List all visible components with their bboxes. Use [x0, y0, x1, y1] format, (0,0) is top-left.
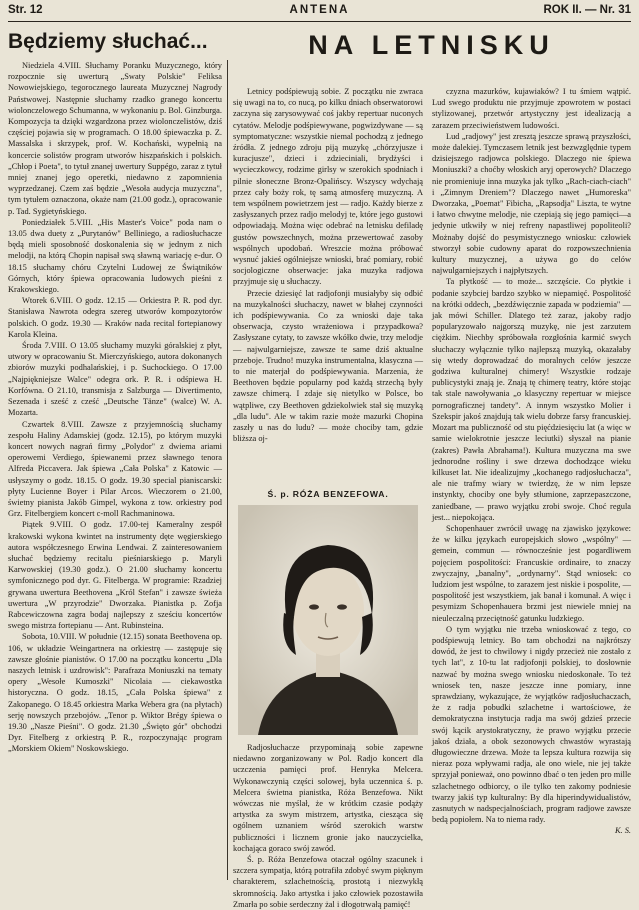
article-column-right: [432, 86, 631, 882]
paragraph-monday: Poniedziałek 5.VIII. „His Master's Voice" poda nam o 13.05 dwa duety z „Purytanów" Belliniego, a radiosłuchacze będą mieli sposobność doskonalenia się w jednym z nich melodji, na którą Chopin napisał swą sławną wariację e-dur. O 18.15 słuchamy chóru Czytelni Ludowej ze Świątników Górnych, który śpiewa opracowania ludowych pieśni z Krakowskiego.: [8, 217, 222, 295]
paragraph-sunday: Niedziela 4.VIII. Słuchamy Poranku Muzycznego, który rozpocznie się uwerturą „Swaty Polskie" Feliksa Nowowiejskiego, tegorocznego laureata Muzycznej Nagrody Państwowej. Następnie słuchamy rzadko granego koncertu wiolonczelowego Schumanna, w wykonaniu p. Bol. Ginzburga. Kompozycja ta dzięki wzgardzona przez wiolonczelistów, dziś częściej pojawia się w programach. O 18.00 śpiewaczka p. Z. Massalska i skrzypek, prof. W. Kochański, wypełnią na koncercie solistów program utworów hiszpańskich i polskich. „Chłop i Poeta", to tytuł znanej uwertury Suppégo, zaraz z tytuł mniej znanej jego operetki, niedawno z zapomnienia wyprzedzanej. Czem zaś będzie „Wesoła audycja muzyczna", tym tytułem oznaczona, okaże nam (21.00 godz.), opracowanie p. Tad. Sygietyńskiego.: [8, 61, 222, 216]
obituary-paragraph: Ś. p. Róża Benzefowa otaczał ogólny szacunek i szczera sympatja, którą potrafiła zdobyć swym pięknym charakterem, szlachetnością, prostotą i niezwykłą skromnością. Jako artystka i jako człowiek pozostawiła Zmarła po sobie serdeczny żal i dłogotrwałą pamięć!: [233, 855, 423, 909]
article-paragraph: Schopenhauer zwrócił uwagę na zjawisko językowe: że w kilku językach europejskich słowo „wspólny" — gemein, commun — równocześnie jest pogardliwem pojęciem pospolitości: Francuskie ordinaire, to znaczy zwyczajny, „banalny", „ordynarny". Stąd wniosek: co ludziom jest wspólne, to zarazem jest niskie i pospolite, — pospolitość jest wszystkiem, jak banał i komunał. A więc i pesymizm Schopenhauera brzmi jest niewiele mniej na nieuleczalną przeciętność gatunku ludzkiego.: [432, 523, 631, 623]
obituary-column: [233, 742, 423, 909]
paragraph-saturday: Sobota, 10.VIII. W południe (12.15) sonata Beethovena op. 106, w układzie Weingartnera na orkiestrę — zastępuje się zawsze głośnie pianistów. O 17.00 na początku koncertu „Dla naszych letnisk i uzdrowisk": Parafraza Moniuszki na tematy opery „Wesołe Kumoszki" Nicolaia — ciekawostka historyczna. O godz. 18.15, „Cała Polska śpiewa" z Zakopanego. O 18.45 orkiestra Marka Webera gra (na płytach) serję nowszych przebojów. „Tenor p. Wiktor Brégy śpiewa o 19.30 „Nasze Pieśni". O godz. 21.30 „Święto gór" obchodzi Dyr. Fitelberg z orkiestrą P. R., rozpoczynając program „Morskiem Okiem" Noskowskiego.: [8, 632, 222, 754]
obituary-paragraph: Radjosłuchacze przypominają sobie zapewne niedawno zorganizowany w Pol. Radjo koncert dla uczczenia pamięci prof. Henryka Melcera. Wykonawczynią części solowej, była uczennica ś. p. Melcera świetna pianistka, Róża Benzefowa. Nikt wówczas nie myślał, że w krótkim czasie podąży artystka za swym mistrzem, artystka, ciesząca się ogólnem uznaniem wśród szerokich warstw publiczności i licznem gronie jako nauczycielka, kochająca goraco swój zawód.: [233, 743, 423, 853]
paragraph-thursday: Czwartek 8.VIII. Zawsze z przyjemnością słuchamy zespołu Haliny Adamskiej (godz. 12.15), po którym muzyki koncert nowych nagrań firmy „Polydor" z dwiema ariami operowemi Verdiego, śpiewanemi przez sławnego tenora Alfreda Piccavera. Jak śpiewa „Cała Polska" z Katowic — usłyszymy o godz. 18.15. O godz. 19.30 special pianiscarski: płyty Lucienne Boyer i Pilar Arcos. Wieczorem o 21.00, świetny pianista Jakób Gimpel, wykona z tow. orkiestry pod Grz. Fitelbergiem koncert c-moll Rachmaninowa.: [8, 419, 222, 519]
header-rule: [8, 21, 631, 22]
article-paragraph: Lud „radjowy" jest zresztą jeszcze sprawą przyszłości, może dalekiej. Tymczasem letnik jest bezwzględnie typem dzisiejszego radjowca polskiego. Dlaczego nie śpiewa Moniuszki? a choćby włoskich aryj operowych? Dlaczego nie promieniuje inna muzyka jak tylko „Rach-ciach-ciach" i „Zimnym Dreniem"? Dlaczego nawet „Humoreska" Dworzaka, „Poemat" Fibicha, „Rapsodja" Liszta, te wytne i łatwo chwytne melodje, nie czepiają się jego pamięci—a jedynie utkwiły w niej refreny napastliwej popoliteoli? Możnaby dojść do pesymistycznego wniosku: człowiek stworzył sobie cudowny aparat do rozpowszechnienia kultury muzycznej, a używa go do celów najwulgarniejszych i najpłytszych.: [432, 131, 631, 276]
program-heading: Będziemy słuchać...: [8, 30, 208, 53]
article-title: NA LETNISKU: [308, 30, 555, 60]
radio-program-column: [8, 60, 222, 880]
article-paragraph: Przecie dziesięć lat radjofonji musiałyby się odbić na muzykalności słuchaczy, nawet w błahej czynności ich podśpiewywania. Co za wnioski daje taka obserwacja, czysto wrażeniowa i przypadkowa? Zasłyszane cytaty, to zawsze wkółko dwie, trzy melodje — najwulgarniejsze, zawsze te same dziś aktualne przeboje. Trudno! muzyka instrumentalna, klasyczna — to nie materjał do podśpiewywania. Marzenia, że Beethoven będzie popularny pod każdą strzechą były zawsze chimerą. I zdaje się nietylko w Polsce, bo wątpliwe, czy Beethoven gdziekolwiek stał się muzyką „dla ludu". Ale w takim razie może mazurki Chopina zaszły u nas do ludu? — może chociby tam, gdzie bliższa oj-: [233, 288, 423, 444]
article-paragraph: O tym wyjątku nie trzeba wnioskować z tego, co podśpiewują letnicy. Bo tam obchodzi na najkrótszy dowód, że jest to chwilowy i nigdy przecież nie zostało z tych lat", z 10-tu lat radjofonji polskiej, to dosłownie nazwać by można swego wniosku niedoskonałe. To też wniosek ten, nasze jeszcze inne pomiary, inne sprawdziany, wykazujące, że wyjątków radjosłuchaczach, że z radja pobudki szlachetne i wartościowe, że demokratyczna instytucja radja ma swój gdzieś przecie swój kącik arystokratyczny, że prawo wyjątku przecie jakoś działa, a obok sezonowych chwastów wyrastają długowieczne drzewa. Może ta lepsza kultura rozwija się nieraz poza wpływami radja, ale ono wiele, nie jej także sprzyjał ponieważ, ono powinno dbać o ten jeden pro mille szlachetnego odbiorcy, o ile tylko ten zakomy podniesie twarzy jakiś typ kulturalny: By dla hiperindywidualistów, zasnutych w nadspecjalnościach, program radjowe zawsze bedą popiołem. Na to niema rady.: [432, 624, 631, 825]
photo-caption: Ś. p. RÓŻA BENZEFOWA.: [267, 489, 389, 499]
article-paragraph: czyzna mazurków, kujawiaków? I tu śmiem wątpić. Lud swego produktu nie przyjmuje zpowrotem w postaci stylizowanej, przetwór artystyczny jest idealizacją a zarazem przeciwieństwem ludowości.: [432, 87, 631, 130]
article-column-middle: [233, 86, 423, 486]
portrait-photo: [238, 505, 418, 735]
page-header: [8, 4, 631, 20]
article-paragraph: Ta płytkość — to może... szczęście. Co płytkie i podanie szybciej bardzo szybko w niepamięć. Pospolitość na krótki oddech, „bezdźwięcznie zapada w podziemia" — jak mówi Schiller. Dlatego też zaraz, jakoby radjo popularyzowało najgorszą muzykę, nie jest zarzutem ciężkim. Niechby spróbowała rozgłośnia karmić swych słuchaczy wyłącznie tylko najlepszą muzyką, okazałaby się wtedy doprowadzać do moralnych celów jeszcze godziwa kulturalnej chimery! Wszystkie rodzaje publicystyki znają je. Znają tę chimerę teatry, które stojąc tak stale nawoływania „o klasyczny repertuar w miejsce pornograficznej tandety". A innym wszystko Molier i Szekspir jakoś znajdują tak wielu dobrze farsy francuskiej. Mozart ma publiczność od stu pięćdziesięciu lat (a więc w samie wielokrotnie jeszcze leciutki) słyszał na pianie (zakres) Pawła Abrahama!). Kultura muzyczna ma swe jednorodne rośliny i swe drzewa dochodzące wieku kilkuset lat. Nie idealizujmy „kochanego radjosłuchacza", ale nie trafmy wiary w twierdzę, że w nim lepsze instynkty, chociby one były stłumione, zaprzepaszczone, zaniedbane, — prawo wyjątku zrobi swoje. Choć regula jest... niepokojąca.: [432, 277, 631, 522]
magazine-name: ANTENA: [289, 4, 350, 16]
column-divider: [227, 60, 228, 880]
paragraph-friday: Piątek 9.VIII. O godz. 17.00-tej Kameralny zespół krakowski wykona kwintet na instrumenty dęte węgierskiego autora współczesnego Erwina Lendwai. Z zainteresowaniem słuchać będziemy recitalu pieśniarskiego p. Maryli Karwowskiej (19.30 godz.). O 21.00 słuchamy koncertu symfonicznego pod dyr. G. Fitelberga. W programie: Rzadziej grywana uwertura Beethovena „Król Stefan" i zawsze świeża uwertura „W przyrodzie" Dworzaka. Pianistka p. Zofja Rabcewiczowna zagra bodaj najlepszy z sześciu koncertów swego mistrza fortepianu — Ant. Rubinsteina.: [8, 520, 222, 631]
paragraph-tuesday: Wtorek 6.VIII. O godz. 12.15 — Orkiestra P. R. pod dyr. Stanisława Nawrota odegra szereg utworów kompozytorów polskich. O godz. 19.30 — Kraków nada recital fortepianowy Karola Kleina.: [8, 296, 222, 339]
page-number: Str. 12: [8, 4, 43, 16]
author-signature: K. S.: [614, 826, 631, 836]
issue-number: ROK II. — Nr. 31: [543, 4, 631, 16]
paragraph-wednesday: Środa 7.VIII. O 13.05 słuchamy muzyki góralskiej z płyt, utwory w opracowaniu St. Mierczyńskiego, autora dokonanych zbiorów muzyki podhalańskiej, i p. Suchockiego. O 17.00 „Najpiękniejsze Walce" odegra ork. P. R. i odśpiewa H. Korfówna. O 21.10, transmisja z Salzburga — Divertimento, Sezenada i sześć z cześć „Deutsche Tänze" (walce) W. A. Mozarta.: [8, 341, 222, 418]
article-paragraph: Letnicy podśpiewują sobie. Z początku nie zwraca się uwagi na to, co nucą, po kilku dniach obserwatorowi zaczyna się zarysowywać coś jakby repertuar nuconych cytatów. Melodje podśpiewywane, pogwizdywane — są symptomatyczne: wszystkie niemal pochodzą z jednego źródła. Z jednego zdroju piją muzykę „chórzyjusze i kuracjusze", dzieci i zdzieciniali, brydżyści i wycieczkowcy, rodzime girlsy w szerokich spodniach i pilnie słoneczne Bronz-Opalińscy. Wszyscy wdychają przez cały boży rok, tę samą atmosferę muzyczną. A tem wspólnem powietrzem jest — radjo. Każdy bierze z zasłyszanych przez radjo melodyj te, które jego gustowi odpowiadają. Można więc odebrać na letnisku defiladę gustów powszechnych, można przewertować zasoby wspólnych upodobań. Wreszcie można próbować wysnuć jakieś ogólniejsze wnioski, brać pomiary, robić socjologiczne obserwacje: jaka muzyka radjowa przyjmuje się u słuchaczy.: [233, 87, 423, 287]
